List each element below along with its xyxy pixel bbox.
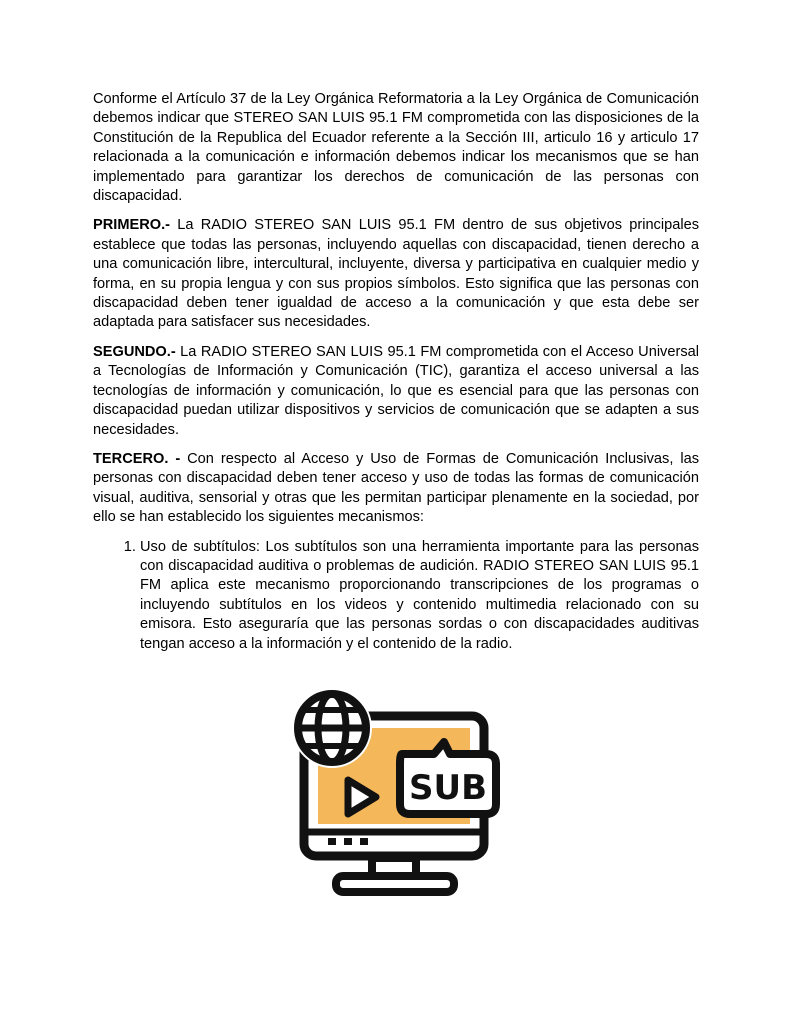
section-segundo	[93, 343, 699, 440]
document-page	[93, 90, 699, 654]
section-tercero-text: Con respecto al Acceso y Uso de Formas de Comunicación Inclusivas, las personas con discapacidad deben tener acceso y uso de todas las formas de comunicación visual, auditiva, sensorial y otras que les permitan participar plenamente en la sociedad, por ello se han establecido los siguientes mecanismos:	[93, 450, 699, 526]
subtitles-monitor-globe-icon	[290, 686, 502, 900]
section-primero-text: La RADIO STEREO SAN LUIS 95.1 FM dentro de sus objetivos principales establece que todas las personas, incluyendo aquellas con discapacidad, tienen derecho a una comunicación libre, intercultural, incluyente, diversa y participativa en cualquier medio y forma, en su propia lengua y con sus propios símbolos. Esto significa que las personas con discapacidad deben tener igualdad de acceso a la comunicación y que esta debe ser adaptada para satisfacer sus necesidades.	[93, 217, 699, 331]
badge-text: SUB	[408, 768, 488, 808]
intro-paragraph: Conforme el Artículo 37 de la Ley Orgánica Reformatoria a la Ley Orgánica de Comunicación debemos indicar que STEREO SAN LUIS 95.1 FM comprometida con las disposiciones de la Constitución de la Republica del Ecuador referente a la Sección III, articulo 16 y articulo 17 relacionada a la comunicación e información debemos indicar los mecanismos que se han implementado para garantizar los derechos de comunicación de las personas con discapacidad.	[93, 91, 699, 205]
section-primero-lead: PRIMERO.-	[93, 217, 171, 234]
mechanisms-list	[93, 538, 699, 654]
section-tercero	[93, 450, 699, 528]
section-tercero-lead: TERCERO. -	[93, 450, 181, 467]
section-segundo-text: La RADIO STEREO SAN LUIS 95.1 FM comprometida con el Acceso Universal a Tecnologías de Información y Comunicación (TIC), garantiza el acceso universal a las tecnologías de información y comunicación, lo que es esencial para que las personas con discapacidad puedan utilizar dispositivos y servicios de comunicación que se adapten a sus necesidades.	[93, 343, 699, 438]
section-segundo-lead: SEGUNDO.-	[93, 343, 176, 360]
section-primero	[93, 216, 699, 332]
list-item: 1. Uso de subtítulos: Los subtítulos son una herramienta importante para las personas con discapacidad auditiva o problemas de audición. RADIO STEREO SAN LUIS 95.1 FM aplica este mecanismo proporcionando transcripciones de los programas o incluyendo subtítulos en los videos y contenido multimedia relacionado con su emisora. Esto aseguraría que las personas sordas o con discapacidades auditivas tengan acceso a la información y el contenido de la radio.	[140, 538, 699, 654]
